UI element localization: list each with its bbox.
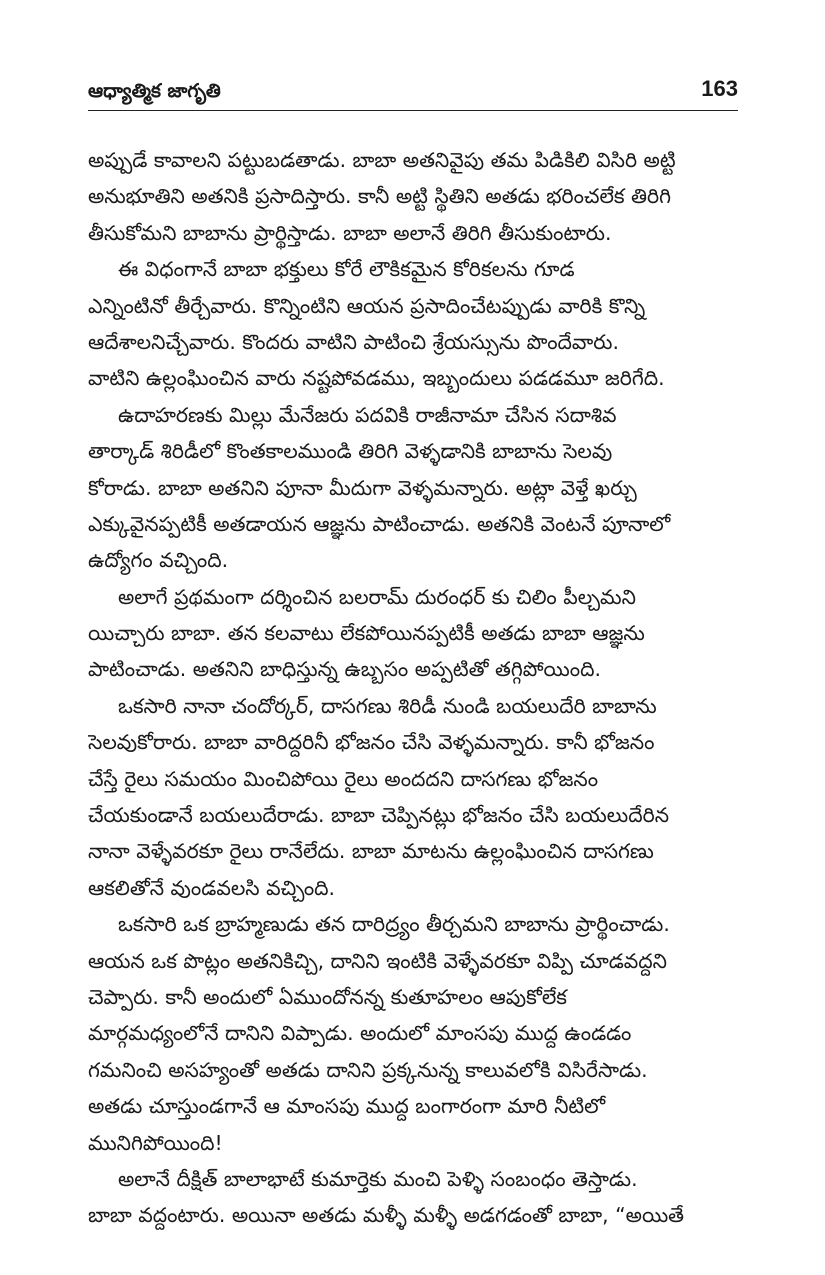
text-line: అలానే దీక్షిత్ బాలాభాటే కుమార్తెకు మంచి పెళ్ళి సంబంధం తెస్తాడు. (118, 1166, 638, 1191)
text-line: గమనించి అసహ్యంతో అతడు దానిని ప్రక్కనున్న కాలువలోకి విసిరేసాడు. (88, 1057, 648, 1082)
text-line: తీసుకోమని బాబాను ప్రార్థిస్తాడు. బాబా అలానే తిరిగి తీసుకుంటారు. (88, 220, 612, 245)
page-number: 163 (701, 76, 738, 101)
text-line: పాటించాడు. అతనిని బాధిస్తున్న ఉబ్బసం అప్పటితో తగ్గిపోయింది. (88, 657, 601, 682)
text-line: ఎక్కువైనప్పటికీ అతడాయన ఆజ్ఞను పాటించాడు. అతనికి వెంటనే పూనాలో (88, 511, 671, 536)
text-line: మార్గమధ్యంలోనే దానిని విప్పాడు. అందులో మాంసపు ముద్ద ఉండడం (88, 1021, 632, 1046)
running-header (88, 74, 738, 108)
text-line: తార్కాడ్ శిరిడీలో కొంతకాలముండి తిరిగి వెళ్ళడానికి బాబాను సెలవు (88, 439, 613, 464)
text-line: ఒకసారి నానా చందోర్కర్, దాసగణు శిరిడీ నుండి బయలుదేరి బాబాను (118, 693, 657, 718)
text-line: కోరాడు. బాబా అతనిని పూనా మీదుగా వెళ్ళమన్నారు. అట్లా వెళ్తే ఖర్చు (88, 475, 637, 500)
body-text (88, 142, 738, 1234)
text-line: అలాగే ప్రథమంగా దర్శించిన బలరామ్ దురంధర్ కు చిలిం పీల్చమని (118, 584, 636, 609)
text-line: ఉదాహరణకు మిల్లు మేనేజరు పదవికి రాజీనామా చేసిన సదాశివ (118, 402, 617, 427)
text-line: బాబా వద్దంటారు. అయినా అతడు మళ్ళీ మళ్ళీ అడగడంతో బాబా, “అయితే (88, 1203, 685, 1228)
text-line: వాటిని ఉల్లంఘించిన వారు నష్టపోవడము, ఇబ్బందులు పడడమూ జరిగేది. (88, 366, 665, 391)
text-line: చెప్పారు. కానీ అందులో ఏముందోనన్న కుతూహలం ఆపుకోలేక (88, 984, 567, 1009)
text-line: ఆకలితోనే వుండవలసి వచ్చింది. (88, 875, 336, 900)
header-title: ఆధ్యాత్మిక జాగృతి (88, 80, 221, 102)
text-line: అనుభూతిని అతనికి ప్రసాదిస్తారు. కానీ అట్టి స్థితిని అతడు భరించలేక తిరిగి (88, 184, 671, 209)
text-line: ఈ విధంగానే బాబా భక్తులు కోరే లౌకికమైన కోరికలను గూడ (118, 257, 575, 282)
header-rule (88, 110, 738, 111)
text-line: సెలవుకోరారు. బాబా వారిద్దరినీ భోజనం చేసి వెళ్ళమన్నారు. కానీ భోజనం (88, 730, 655, 755)
text-line: నానా వెళ్ళేవరకూ రైలు రానేలేదు. బాబా మాటను ఉల్లంఘించిన దాసగణు (88, 839, 654, 864)
text-line: మునిగిపోయింది! (88, 1130, 223, 1155)
text-line: ఆయన ఒక పొట్లం అతనికిచ్చి, దానిని ఇంటికి వెళ్ళేవరకూ విప్పి చూడవద్దని (88, 948, 667, 973)
text-line: అప్పుడే కావాలని పట్టుబడతాడు. బాబా అతనివైపు తమ పిడికిలి విసిరి అట్టి (88, 148, 676, 172)
text-line: ఒకసారి ఒక బ్రాహ్మణుడు తన దారిద్ర్యం తీర్చమని బాబాను ప్రార్థించాడు. (118, 912, 670, 937)
text-line: ఉద్యోగం వచ్చింది. (88, 548, 229, 573)
text-line: అతడు చూస్తుండగానే ఆ మాంసపు ముద్ద బంగారంగా మారి నీటిలో (88, 1094, 606, 1119)
text-line: ఎన్నింటినో తీర్చేవారు. కొన్నింటిని ఆయన ప్రసాదించేటప్పుడు వారికి కొన్ని (88, 293, 646, 318)
text-line: ఆదేశాలనిచ్చేవారు. కొందరు వాటిని పాటించి శ్రేయస్సును పొందేవారు. (88, 329, 619, 354)
text-line: యిచ్చారు బాబా. తన కలవాటు లేకపోయినప్పటికీ అతడు బాబా ఆజ్ఞను (88, 621, 645, 646)
text-line: చేస్తే రైలు సమయం మించిపోయి రైలు అందదని దాసగణు భోజనం (88, 766, 599, 791)
text-line: చేయకుండానే బయలుదేరాడు. బాబా చెప్పినట్లు భోజనం చేసి బయలుదేరిన (88, 803, 670, 828)
